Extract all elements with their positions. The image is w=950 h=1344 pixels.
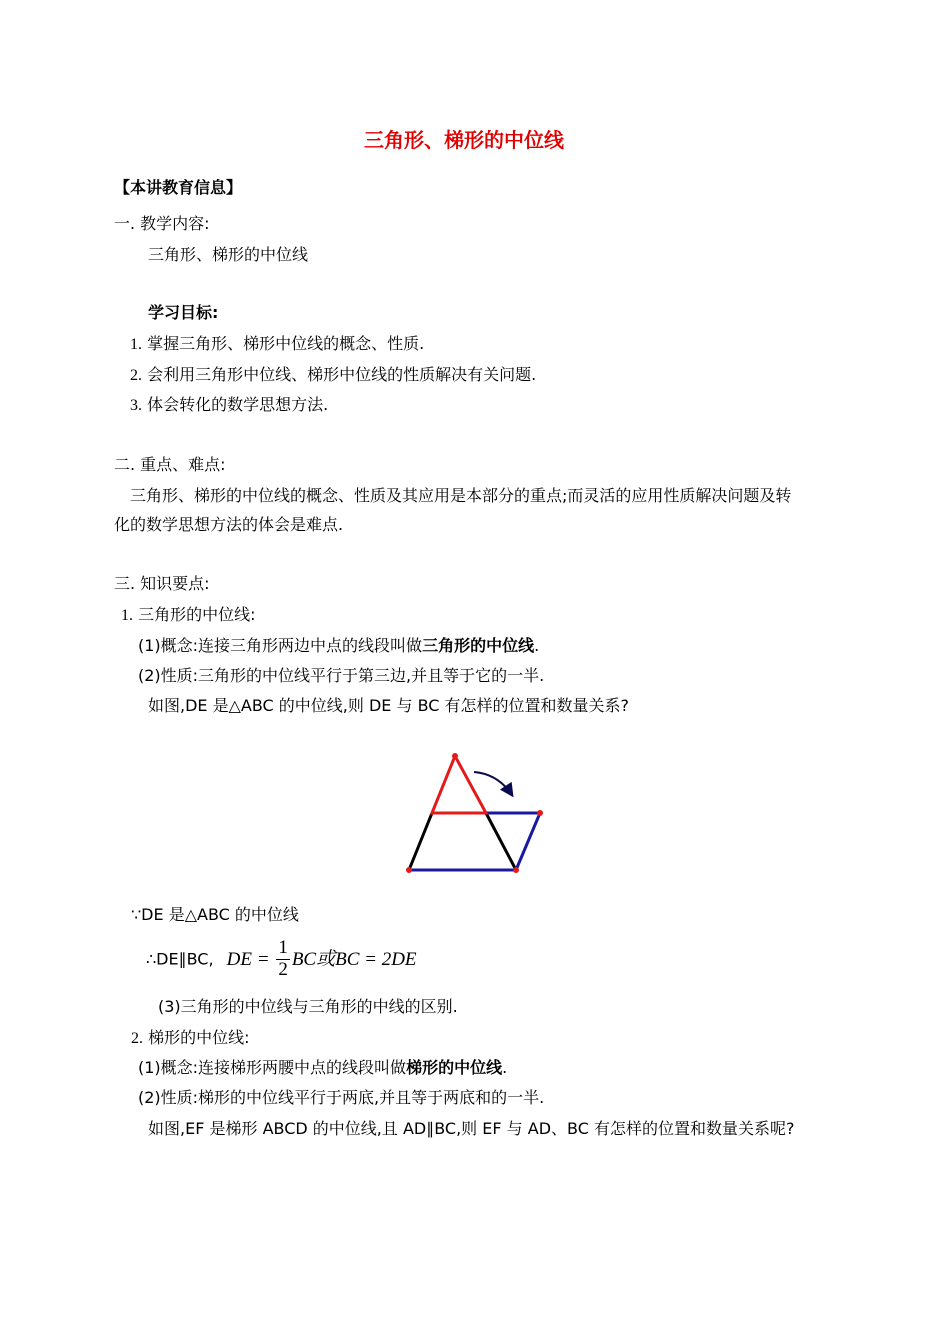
item-title: 三角形的中位线: [138,605,256,624]
trapezoid-midline-heading [131,1030,250,1047]
page-title: 三角形、梯形的中位线 [364,128,564,152]
trapezoid-midline-property: (2)性质:梯形的中位线平行于两底,并且等于两底和的一半. [138,1088,545,1107]
concept-text: (1)概念:连接梯形两腰中点的线段叫做 [138,1058,407,1077]
concept-period: . [534,636,540,655]
triangle-midline-concept [138,638,539,654]
fraction-numerator: 1 [278,937,288,958]
goal-number: 2. [130,367,142,384]
midline-formula [226,937,417,980]
section-1-heading: 一. 教学内容: [114,214,210,233]
concept-period: . [502,1058,508,1077]
item-title: 梯形的中位线: [148,1028,250,1047]
vertex-dot [452,753,458,759]
formula-lhs: DE = [226,948,275,970]
goals-title: 学习目标: [148,303,219,322]
teaching-content: 三角形、梯形的中位线 [148,245,309,264]
formula-fraction [276,938,290,981]
concept-term: 梯形的中位线 [406,1058,503,1077]
vertex-dot [406,867,412,873]
goal-number: 1. [130,336,142,353]
section-2-heading: 二. 重点、难点: [114,455,226,474]
midline-figure [400,748,550,878]
goal-text: 会利用三角形中位线、梯形中位线的性质解决有关问题. [147,365,537,384]
section-info-heading: 【本讲教育信息】 [114,178,243,197]
rotation-arrow-icon [474,772,512,795]
formula-rhs: BC或BC = 2DE [291,948,417,970]
goal-item-1 [130,336,424,353]
section-3-heading: 三. 知识要点: [114,574,210,593]
midline-vs-median: (3)三角形的中位线与三角形的中线的区别. [158,997,458,1016]
side-ab-lower [409,813,432,870]
rotated-side [516,813,540,870]
triangle-midline-property: (2)性质:三角形的中位线平行于第三边,并且等于它的一半. [138,666,545,685]
concept-text: (1)概念:连接三角形两边中点的线段叫做 [138,636,423,655]
trapezoid-question: 如图,EF 是梯形 ABCD 的中位线,且 AD∥BC,则 EF 与 AD、BC 有怎样的位置和数量关系呢? [148,1119,795,1138]
goal-item-3 [130,397,328,414]
item-number: 2. [131,1030,143,1047]
vertex-dot [537,810,543,816]
goal-text: 掌握三角形、梯形中位线的概念、性质. [147,334,425,353]
item-number: 1. [121,607,133,624]
key-points-line-1: 三角形、梯形的中位线的概念、性质及其应用是本部分的重点;而灵活的应用性质解决问题及转 [130,486,792,505]
side-ac-lower [486,813,516,870]
goal-item-2 [130,367,536,384]
fraction-denominator: 2 [278,958,288,980]
small-triangle-ade [432,756,486,813]
triangle-midline-heading [121,607,256,624]
vertex-dot [513,867,519,873]
therefore-prefix: ∴DE∥BC, [146,949,214,969]
therefore-statement [146,938,417,981]
goal-number: 3. [130,397,142,414]
because-statement: ∵DE 是△ABC 的中位线 [131,905,299,924]
triangle-question: 如图,DE 是△ABC 的中位线,则 DE 与 BC 有怎样的位置和数量关系? [148,696,630,715]
key-points-line-2: 化的数学思想方法的体会是难点. [114,515,344,534]
concept-term: 三角形的中位线 [422,636,535,655]
goal-text: 体会转化的数学思想方法. [147,395,329,414]
trapezoid-midline-concept [138,1060,507,1076]
